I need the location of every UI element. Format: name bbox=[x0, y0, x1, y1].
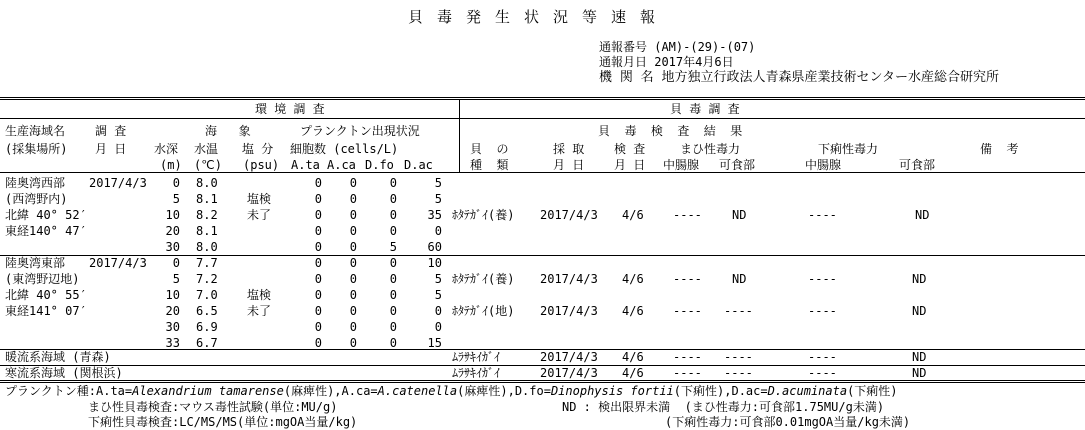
psp-edible-value: ND bbox=[732, 208, 747, 222]
ata-cell: 0 bbox=[314, 208, 322, 222]
dac-toxin-type: (下痢性) bbox=[847, 384, 898, 398]
dac-cell: 10 bbox=[427, 256, 442, 270]
ata-cell: 0 bbox=[314, 272, 322, 286]
aca-species-name: A.catenella bbox=[377, 384, 458, 398]
psp-gland-value: ---- bbox=[673, 350, 702, 364]
sampling-date-heading: 採 取 bbox=[553, 142, 585, 156]
toxin-survey-heading: 貝 毒 調 査 bbox=[670, 102, 740, 116]
dac-cell: 5 bbox=[434, 272, 442, 286]
dsp-heading: 下痢性毒力 bbox=[818, 142, 879, 156]
shell-species: ﾑﾗｻｷｲｶﾞｲ bbox=[452, 366, 501, 380]
dac-cell: 0 bbox=[434, 304, 442, 318]
area-longitude: 東経140° 47′ bbox=[5, 224, 87, 238]
depth-cell: 10 bbox=[165, 208, 180, 222]
dsp-gland-value: ---- bbox=[808, 366, 837, 380]
sampling-date: 2017/4/3 bbox=[540, 272, 598, 286]
dsp-edible-value: ND bbox=[915, 208, 930, 222]
area-longitude: 東経141° 07′ bbox=[5, 304, 87, 318]
area-latitude: 北緯 40° 55′ bbox=[5, 288, 87, 302]
sampling-date: 2017/4/3 bbox=[540, 350, 598, 364]
dsp-gland-value: ---- bbox=[808, 304, 837, 318]
aca-cell: 0 bbox=[349, 320, 357, 334]
salinity-status: 未了 bbox=[247, 304, 272, 318]
survey-monthday-heading: 月 日 bbox=[95, 142, 127, 156]
remarks-heading: 備 考 bbox=[980, 142, 1019, 156]
temp-cell: 8.1 bbox=[196, 192, 218, 206]
aca-cell: 0 bbox=[349, 240, 357, 254]
temp-cell: 6.5 bbox=[196, 304, 218, 318]
aca-cell: 0 bbox=[349, 176, 357, 190]
table-top-rule-double bbox=[0, 99, 1085, 100]
area-place: (東湾野辺地) bbox=[5, 272, 80, 286]
survey-date: 2017/4/3 bbox=[89, 256, 147, 270]
temp-cell: 8.0 bbox=[196, 176, 218, 190]
dfo-cell: 0 bbox=[389, 208, 397, 222]
dfo-species-name: Dinophysis fortii bbox=[550, 384, 674, 398]
salinity-status: 塩検 bbox=[247, 288, 272, 302]
dfo-cell: 0 bbox=[389, 256, 397, 270]
table-bottom-rule-double bbox=[0, 382, 1085, 383]
aca-cell: 0 bbox=[349, 272, 357, 286]
shell-species: ﾎﾀﾃｶﾞｲ(養) bbox=[452, 272, 515, 286]
sampling-date: 2017/4/3 bbox=[540, 366, 598, 380]
test-date-heading: 検 査 bbox=[614, 142, 646, 156]
aca-cell: 0 bbox=[349, 192, 357, 206]
ata-heading: A.ta bbox=[291, 158, 320, 172]
ata-cell: 0 bbox=[314, 320, 322, 334]
depth-cell: 5 bbox=[172, 272, 180, 286]
area-name: 陸奥湾西部 bbox=[5, 176, 66, 190]
salinity-status: 塩検 bbox=[247, 192, 272, 206]
sea-condition-heading: 海 象 bbox=[205, 124, 251, 138]
area-name: 陸奥湾東部 bbox=[5, 256, 66, 270]
depth-cell: 0 bbox=[172, 256, 180, 270]
temp-cell: 7.2 bbox=[196, 272, 218, 286]
dfo-cell: 0 bbox=[389, 272, 397, 286]
ata-cell: 0 bbox=[314, 336, 322, 350]
report-date: 通報月日 2017年4月6日 bbox=[599, 55, 734, 69]
shell-species: ﾎﾀﾃｶﾞｲ(養) bbox=[452, 208, 515, 222]
aca-cell: 0 bbox=[349, 304, 357, 318]
ata-cell: 0 bbox=[314, 240, 322, 254]
dac-cell: 5 bbox=[434, 192, 442, 206]
shell-species: ﾎﾀﾃｶﾞｲ(地) bbox=[452, 304, 515, 318]
psp-gland-value: ---- bbox=[673, 208, 702, 222]
dsp-gland-value: ---- bbox=[808, 350, 837, 364]
header-bottom-rule bbox=[0, 172, 1085, 173]
temp-unit: (℃) bbox=[194, 158, 222, 172]
area-heading: 生産海域名 bbox=[5, 124, 66, 138]
dsp-gland-value: ---- bbox=[808, 208, 837, 222]
dfo-abbr: D.fo= bbox=[514, 384, 551, 398]
dac-cell: 0 bbox=[434, 320, 442, 334]
plankton-legend bbox=[5, 384, 898, 398]
dsp-limit-note: (下痢性毒力:可食部0.01mgOA当量/kg未満) bbox=[665, 415, 911, 429]
temp-cell: 6.7 bbox=[196, 336, 218, 350]
dfo-cell: 0 bbox=[389, 192, 397, 206]
page-title: 貝毒発生状況等速報 bbox=[408, 8, 670, 26]
dsp-method-note: 下痢性貝毒検査:LC/MS/MS(単位:mgOA当量/kg) bbox=[88, 415, 358, 429]
test-date: 4/6 bbox=[622, 304, 644, 318]
ata-cell: 0 bbox=[314, 176, 322, 190]
salinity-unit: (psu) bbox=[243, 158, 280, 172]
dac-cell: 0 bbox=[434, 224, 442, 238]
depth-cell: 0 bbox=[172, 176, 180, 190]
sea-area-name: 暖流系海域 (青森) bbox=[5, 350, 111, 364]
plankton-heading: プランクトン出現状況 bbox=[300, 124, 420, 138]
aca-cell: 0 bbox=[349, 224, 357, 238]
dac-heading: D.ac bbox=[404, 158, 433, 172]
area-place: (西湾野内) bbox=[5, 192, 68, 206]
dfo-cell: 5 bbox=[389, 240, 397, 254]
depth-cell: 20 bbox=[165, 304, 180, 318]
dsp-edible-value: ND bbox=[912, 304, 927, 318]
sampling-date: 2017/4/3 bbox=[540, 208, 598, 222]
dsp-edible-value: ND bbox=[912, 366, 927, 380]
temp-cell: 8.1 bbox=[196, 224, 218, 238]
psp-method-note: まひ性貝毒検査:マウス毒性試験(単位:MU/g) bbox=[88, 400, 338, 414]
dfo-cell: 0 bbox=[389, 320, 397, 334]
dac-cell: 60 bbox=[427, 240, 442, 254]
dac-cell: 5 bbox=[434, 288, 442, 302]
test-monthday-heading: 月 日 bbox=[614, 158, 646, 172]
depth-cell: 20 bbox=[165, 224, 180, 238]
ata-abbr: A.ta= bbox=[96, 384, 133, 398]
aca-cell: 0 bbox=[349, 208, 357, 222]
sampling-date: 2017/4/3 bbox=[540, 304, 598, 318]
test-date: 4/6 bbox=[622, 366, 644, 380]
ata-cell: 0 bbox=[314, 256, 322, 270]
nd-note: ND : 検出限界未満 (まひ性毒力:可食部1.75MU/g未満) bbox=[562, 400, 885, 414]
shell-species-heading: 貝 の bbox=[470, 142, 509, 156]
test-date: 4/6 bbox=[622, 272, 644, 286]
test-date: 4/6 bbox=[622, 350, 644, 364]
temp-cell: 7.7 bbox=[196, 256, 218, 270]
survey-date: 2017/4/3 bbox=[89, 176, 147, 190]
dac-cell: 35 bbox=[427, 208, 442, 222]
psp-gland-value: ---- bbox=[673, 272, 702, 286]
ata-species-name: Alexandrium tamarense bbox=[132, 384, 284, 398]
aca-cell: 0 bbox=[349, 336, 357, 350]
sampling-place-heading: (採集場所) bbox=[5, 142, 68, 156]
psp-edible-value: ---- bbox=[724, 304, 753, 318]
ata-cell: 0 bbox=[314, 304, 322, 318]
aca-cell: 0 bbox=[349, 256, 357, 270]
aca-heading: A.ca bbox=[327, 158, 356, 172]
depth-cell: 30 bbox=[165, 320, 180, 334]
psp-edible-value: ---- bbox=[724, 350, 753, 364]
dfo-toxin-type: (下痢性), bbox=[673, 384, 732, 398]
survey-date-heading: 調 査 bbox=[95, 124, 127, 138]
header-rule bbox=[0, 118, 1085, 119]
depth-heading: 水深 bbox=[154, 142, 179, 156]
env-survey-heading: 環 境 調 査 bbox=[255, 102, 325, 116]
temp-cell: 8.2 bbox=[196, 208, 218, 222]
temp-cell: 7.0 bbox=[196, 288, 218, 302]
aca-cell: 0 bbox=[349, 288, 357, 302]
psp-edible-value: ND bbox=[732, 272, 747, 286]
report-organization: 機 関 名 地方独立行政法人青森県産業技術センター水産総合研究所 bbox=[599, 70, 999, 85]
toxin-result-heading: 貝 毒 検 査 結 果 bbox=[598, 124, 743, 138]
psp-edible-heading: 可食部 bbox=[719, 158, 756, 172]
temp-heading: 水温 bbox=[194, 142, 219, 156]
ata-cell: 0 bbox=[314, 192, 322, 206]
sea-area-name: 寒流系海域 (関根浜) bbox=[5, 366, 123, 380]
dfo-cell: 0 bbox=[389, 176, 397, 190]
dfo-cell: 0 bbox=[389, 304, 397, 318]
shell-kind-heading: 種 類 bbox=[470, 158, 509, 172]
shell-species: ﾑﾗｻｷｲｶﾞｲ bbox=[452, 350, 501, 364]
depth-unit: (m) bbox=[160, 158, 182, 172]
dsp-gland-heading: 中腸腺 bbox=[805, 158, 842, 172]
area-latitude: 北緯 40° 52′ bbox=[5, 208, 87, 222]
temp-cell: 6.9 bbox=[196, 320, 218, 334]
table-top-rule bbox=[0, 97, 1085, 98]
psp-heading: まひ性毒力 bbox=[680, 142, 741, 156]
dac-cell: 5 bbox=[434, 176, 442, 190]
dfo-cell: 0 bbox=[389, 336, 397, 350]
dsp-edible-value: ND bbox=[912, 272, 927, 286]
psp-gland-heading: 中腸腺 bbox=[663, 158, 700, 172]
aca-toxin-type: (麻痺性), bbox=[457, 384, 515, 398]
depth-cell: 10 bbox=[165, 288, 180, 302]
ata-cell: 0 bbox=[314, 224, 322, 238]
table-bottom-rule bbox=[0, 380, 1085, 381]
dsp-edible-value: ND bbox=[912, 350, 927, 364]
depth-cell: 30 bbox=[165, 240, 180, 254]
dac-species-name: D.acuminata bbox=[767, 384, 848, 398]
temp-cell: 8.0 bbox=[196, 240, 218, 254]
dsp-gland-value: ---- bbox=[808, 272, 837, 286]
header-divider bbox=[459, 99, 460, 172]
report-number: 通報番号 (AM)-(29)-(07) bbox=[599, 40, 756, 54]
depth-cell: 5 bbox=[172, 192, 180, 206]
dac-abbr: D.ac= bbox=[731, 384, 768, 398]
salinity-heading: 塩 分 bbox=[242, 142, 274, 156]
test-date: 4/6 bbox=[622, 208, 644, 222]
aca-abbr: A.ca= bbox=[341, 384, 378, 398]
depth-cell: 33 bbox=[165, 336, 180, 350]
dac-cell: 15 bbox=[427, 336, 442, 350]
psp-gland-value: ---- bbox=[673, 304, 702, 318]
dfo-heading: D.fo bbox=[365, 158, 394, 172]
psp-edible-value: ---- bbox=[724, 366, 753, 380]
psp-gland-value: ---- bbox=[673, 366, 702, 380]
salinity-status: 未了 bbox=[247, 208, 272, 222]
dfo-cell: 0 bbox=[389, 288, 397, 302]
sampling-monthday-heading: 月 日 bbox=[553, 158, 585, 172]
ata-toxin-type: (麻痺性), bbox=[283, 384, 342, 398]
dsp-edible-heading: 可食部 bbox=[899, 158, 936, 172]
ata-cell: 0 bbox=[314, 288, 322, 302]
cells-heading: 細胞数 (cells/L) bbox=[290, 142, 399, 156]
dfo-cell: 0 bbox=[389, 224, 397, 238]
plankton-legend-prefix: プランクトン種: bbox=[5, 384, 96, 398]
